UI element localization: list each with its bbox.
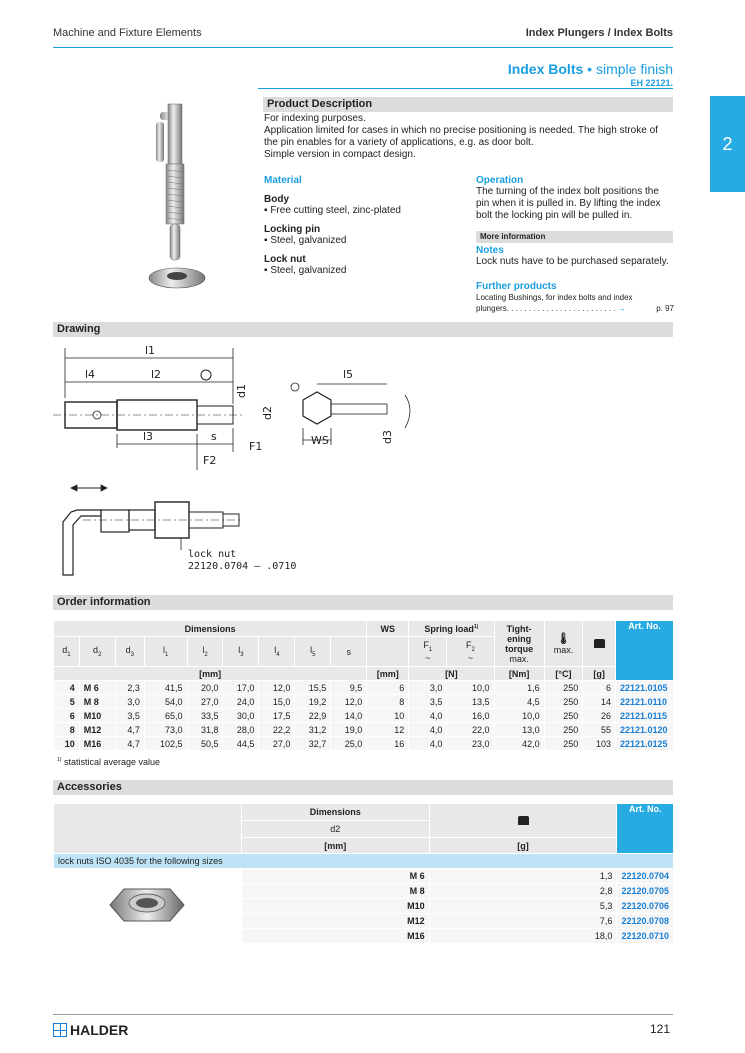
svg-text:l4: l4: [85, 368, 96, 381]
product-line: the pin enables for a variety of applications, e.g. as door bolt.: [264, 137, 534, 148]
table-cell: 31,2: [295, 723, 331, 737]
footer-brand: HALDER: [70, 1022, 129, 1038]
table-cell: 4,7: [115, 723, 144, 737]
lock-nut-code: 22120.0704 – .0710: [188, 561, 297, 572]
pin-label: Locking pin: [264, 224, 321, 235]
acc-h-d2: d2: [241, 821, 429, 838]
table-cell: 14,0: [331, 709, 367, 723]
table-cell: 54,0: [144, 695, 187, 709]
table-cell: 19,2: [295, 695, 331, 709]
table-cell: 4,0: [409, 737, 447, 751]
title-sub: simple finish: [595, 61, 673, 77]
order-h-l5: $l_5$: [295, 637, 331, 667]
art-no-link[interactable]: 22121.0125: [616, 737, 674, 751]
table-cell: 1,3: [429, 869, 617, 884]
footnote-text: statistical average value: [63, 757, 161, 767]
table-cell: 10: [54, 737, 80, 751]
order-unit-n: [N]: [409, 667, 494, 681]
table-cell: 4: [54, 681, 80, 695]
svg-text:d3: d3: [381, 430, 394, 444]
table-cell: 65,0: [144, 709, 187, 723]
order-h-s: s: [331, 637, 367, 667]
accessories-table: [53, 803, 674, 944]
table-cell: 102,5: [144, 737, 187, 751]
table-cell: 3,5: [409, 695, 447, 709]
more-info-heading: More information: [476, 231, 673, 243]
order-h-art: Art. No.: [616, 621, 674, 681]
footer-logo: [53, 1022, 128, 1038]
title-rule: [258, 88, 673, 89]
table-cell: 27,0: [187, 695, 223, 709]
table-cell: 250: [544, 709, 583, 723]
table-row: [54, 681, 674, 695]
chapter-tab[interactable]: 2: [710, 96, 745, 192]
operation-line: bolt the locking pin will be pulled in.: [476, 210, 633, 221]
product-line: For indexing purposes.: [264, 113, 366, 124]
weight-icon: [594, 639, 605, 648]
order-unit-mm: [mm]: [54, 667, 367, 681]
table-cell: 32,7: [295, 737, 331, 751]
order-unit-c: [°C]: [544, 667, 583, 681]
table-cell: 12: [367, 723, 409, 737]
order-h-weight: [583, 621, 616, 667]
table-row: [54, 737, 674, 751]
table-cell: 1,6: [494, 681, 544, 695]
table-cell: 250: [544, 695, 583, 709]
table-cell: M 6: [241, 869, 429, 884]
table-cell: 17,5: [259, 709, 295, 723]
svg-text:l3: l3: [143, 430, 154, 443]
table-cell: 15,5: [295, 681, 331, 695]
body-item-text: Free cutting steel, zinc-plated: [270, 205, 401, 216]
svg-text:d2: d2: [261, 406, 274, 420]
table-cell: 30,0: [223, 709, 259, 723]
table-cell: 8: [367, 695, 409, 709]
table-cell: 5: [54, 695, 80, 709]
order-h-f2: $F_2$ ~: [447, 637, 494, 667]
table-cell: 6: [54, 709, 80, 723]
material-heading: Material: [264, 175, 302, 186]
table-cell: 4,7: [115, 737, 144, 751]
table-cell: 27,0: [259, 737, 295, 751]
table-cell: M12: [241, 914, 429, 929]
table-cell: 103: [583, 737, 616, 751]
further-heading: Further products: [476, 281, 557, 292]
art-no-link[interactable]: 22120.0705: [617, 884, 674, 899]
title-bullet: •: [587, 61, 593, 77]
table-row: [54, 869, 674, 884]
table-cell: 5,3: [429, 899, 617, 914]
table-cell: 28,0: [223, 723, 259, 737]
table-cell: 3,5: [115, 709, 144, 723]
order-h-f1: $F_1$ ~: [409, 637, 447, 667]
order-h-d2: $d_2$: [79, 637, 115, 667]
table-cell: 250: [544, 681, 583, 695]
table-cell: 10: [367, 709, 409, 723]
lock-nut-image: [102, 875, 192, 935]
table-cell: 250: [544, 737, 583, 751]
title-main: Index Bolts: [507, 61, 584, 77]
table-cell: [54, 869, 242, 944]
order-h-tight: [494, 621, 544, 667]
table-cell: 16: [367, 737, 409, 751]
art-no-link[interactable]: 22121.0115: [616, 709, 674, 723]
order-unit-ws: [mm]: [367, 667, 409, 681]
notes-text: Lock nuts have to be purchased separately.: [476, 256, 669, 267]
order-h-tight-2: ening: [507, 633, 532, 644]
operation-heading: Operation: [476, 175, 524, 186]
acc-h-dimensions: Dimensions: [241, 804, 429, 821]
table-cell: 3,0: [115, 695, 144, 709]
art-no-link[interactable]: 22120.0710: [617, 929, 674, 944]
body-label: Body: [264, 194, 289, 205]
halder-logo-icon: [53, 1023, 67, 1037]
footnote-sup: 1): [57, 757, 62, 763]
notes-section: [476, 245, 674, 268]
order-h-l1: $l_1$: [144, 637, 187, 667]
art-no-link[interactable]: 22121.0105: [616, 681, 674, 695]
table-cell: M 8: [241, 884, 429, 899]
table-cell: M10: [79, 709, 115, 723]
table-cell: 12,0: [331, 695, 367, 709]
notes-heading: Notes: [476, 245, 504, 256]
table-cell: 18,0: [429, 929, 617, 944]
table-cell: 250: [544, 723, 583, 737]
acc-h-art: Art. No.: [617, 804, 674, 854]
order-unit-nm: [Nm]: [494, 667, 544, 681]
table-cell: 4,0: [409, 723, 447, 737]
table-cell: 42,0: [494, 737, 544, 751]
acc-h-g: [g]: [429, 838, 617, 854]
table-cell: M12: [79, 723, 115, 737]
order-footnote: [57, 757, 160, 767]
order-h-d3: $d_3$: [115, 637, 144, 667]
table-cell: 17,0: [223, 681, 259, 695]
table-cell: M 6: [79, 681, 115, 695]
pin-item: ▪ Steel, galvanized: [264, 235, 347, 246]
operation-section: [476, 175, 674, 222]
thermometer-icon: 🌡: [556, 633, 571, 645]
order-h-tight-3: torque: [505, 643, 534, 654]
table-cell: 7,6: [429, 914, 617, 929]
page-title: [508, 61, 673, 77]
svg-text:F2: F2: [203, 454, 217, 467]
footer-rule: [53, 1014, 673, 1015]
header-right: Index Plungers / Index Bolts: [525, 27, 673, 39]
table-cell: 15,0: [259, 695, 295, 709]
table-cell: 26: [583, 709, 616, 723]
table-cell: 6: [583, 681, 616, 695]
order-h-l3: $l_3$: [223, 637, 259, 667]
art-no-link[interactable]: 22121.0110: [616, 695, 674, 709]
table-cell: 25,0: [331, 737, 367, 751]
svg-text:WS: WS: [311, 434, 329, 447]
order-h-dimensions: Dimensions: [54, 621, 367, 637]
order-h-tight-1: Tight-: [506, 623, 532, 634]
order-h-l4: $l_4$: [259, 637, 295, 667]
table-cell: 55: [583, 723, 616, 737]
svg-text:l5: l5: [343, 368, 354, 381]
table-cell: 19,0: [331, 723, 367, 737]
lock-nut-label: [188, 549, 296, 573]
table-cell: 50,5: [187, 737, 223, 751]
body-item: ▪ Free cutting steel, zinc-plated: [264, 205, 401, 216]
table-cell: 3,0: [409, 681, 447, 695]
further-link[interactable]: [476, 303, 674, 314]
table-cell: M16: [241, 929, 429, 944]
nut-label: Lock nut: [264, 254, 306, 265]
table-cell: 22,2: [259, 723, 295, 737]
further-line: Locating Bushings, for index bolts and index: [476, 293, 633, 302]
table-cell: 12,0: [259, 681, 295, 695]
art-no-link[interactable]: 22120.0708: [617, 914, 674, 929]
order-h-ws-blank: [367, 637, 409, 667]
acc-h-mm: [mm]: [241, 838, 429, 854]
product-line: Simple version in compact design.: [264, 149, 416, 160]
order-h-spring-text: Spring load: [424, 623, 474, 634]
page-number: 121: [649, 1022, 670, 1036]
nut-item: ▪ Steel, galvanized: [264, 265, 347, 276]
table-cell: 2,3: [115, 681, 144, 695]
acc-group-row: lock nuts ISO 4035 for the following sizes: [54, 854, 674, 869]
order-unit-g: [g]: [583, 667, 616, 681]
svg-text:s: s: [211, 430, 217, 443]
svg-text:F1: F1: [249, 440, 263, 453]
art-no-link[interactable]: 22120.0706: [617, 899, 674, 914]
order-h-l2: $l_2$: [187, 637, 223, 667]
table-cell: M 8: [79, 695, 115, 709]
order-heading: Order information: [53, 595, 673, 610]
arrow-right-icon: →: [615, 304, 626, 313]
table-cell: 13,5: [447, 695, 494, 709]
table-row: [54, 723, 674, 737]
lock-nut-text: lock nut: [188, 549, 237, 560]
svg-text:l1: l1: [145, 344, 156, 357]
svg-text:d1: d1: [235, 384, 248, 398]
product-description-heading: Product Description: [263, 97, 673, 112]
header-left: Machine and Fixture Elements: [53, 27, 202, 39]
material-section: [264, 175, 464, 277]
table-cell: M16: [79, 737, 115, 751]
table-cell: 44,5: [223, 737, 259, 751]
art-no-link[interactable]: 22120.0704: [617, 869, 674, 884]
table-cell: 10,0: [447, 681, 494, 695]
order-h-ws: WS: [367, 621, 409, 637]
table-cell: 4,0: [409, 709, 447, 723]
table-cell: 6: [367, 681, 409, 695]
order-h-spring: [409, 621, 494, 637]
accessories-heading: Accessories: [53, 780, 673, 795]
table-cell: 22,0: [447, 723, 494, 737]
table-cell: 33,5: [187, 709, 223, 723]
table-row: [54, 695, 674, 709]
table-cell: 24,0: [223, 695, 259, 709]
table-cell: 2,8: [429, 884, 617, 899]
further-page[interactable]: p. 97: [656, 304, 674, 313]
header-rule: [53, 47, 673, 48]
nut-item-text: Steel, galvanized: [270, 265, 347, 276]
table-cell: 8: [54, 723, 80, 737]
table-cell: 14: [583, 695, 616, 709]
operation-line: pin when it is pulled in. By lifting the index: [476, 198, 661, 209]
title-code: EH 22121.: [630, 78, 673, 88]
acc-h-blank: [54, 804, 242, 854]
product-line: Application limited for cases in which no precise positioning is needed. The high stroke of: [264, 125, 658, 136]
table-row: [54, 709, 674, 723]
table-cell: M10: [241, 899, 429, 914]
order-h-spring-sup: 1): [473, 623, 479, 630]
product-description: [264, 113, 674, 161]
acc-h-weight: [429, 804, 617, 838]
order-h-temp: [544, 621, 583, 667]
table-cell: 73,0: [144, 723, 187, 737]
order-table: [53, 620, 674, 751]
drawing-heading: Drawing: [53, 322, 673, 337]
order-h-temp-max: max.: [553, 645, 574, 655]
table-cell: 22,9: [295, 709, 331, 723]
table-cell: 13,0: [494, 723, 544, 737]
table-cell: 23,0: [447, 737, 494, 751]
table-cell: 4,5: [494, 695, 544, 709]
weight-icon: [518, 816, 529, 825]
table-cell: 9,5: [331, 681, 367, 695]
pin-item-text: Steel, galvanized: [270, 235, 347, 246]
art-no-link[interactable]: 22121.0120: [616, 723, 674, 737]
svg-text:l2: l2: [151, 368, 162, 381]
table-cell: 10,0: [494, 709, 544, 723]
table-cell: 41,5: [144, 681, 187, 695]
order-h-d1: $d_1$: [54, 637, 80, 667]
operation-line: The turning of the index bolt positions the: [476, 186, 659, 197]
table-cell: 16,0: [447, 709, 494, 723]
acc-body: [54, 854, 674, 944]
table-cell: 31,8: [187, 723, 223, 737]
further-section: [476, 281, 674, 314]
order-h-tight-max: max.: [509, 653, 529, 664]
further-dots: plungers. . . . . . . . . . . . . . . . . . . . . . . . .: [476, 304, 616, 313]
order-body: [54, 681, 674, 751]
product-image: [140, 100, 250, 295]
table-cell: 20,0: [187, 681, 223, 695]
